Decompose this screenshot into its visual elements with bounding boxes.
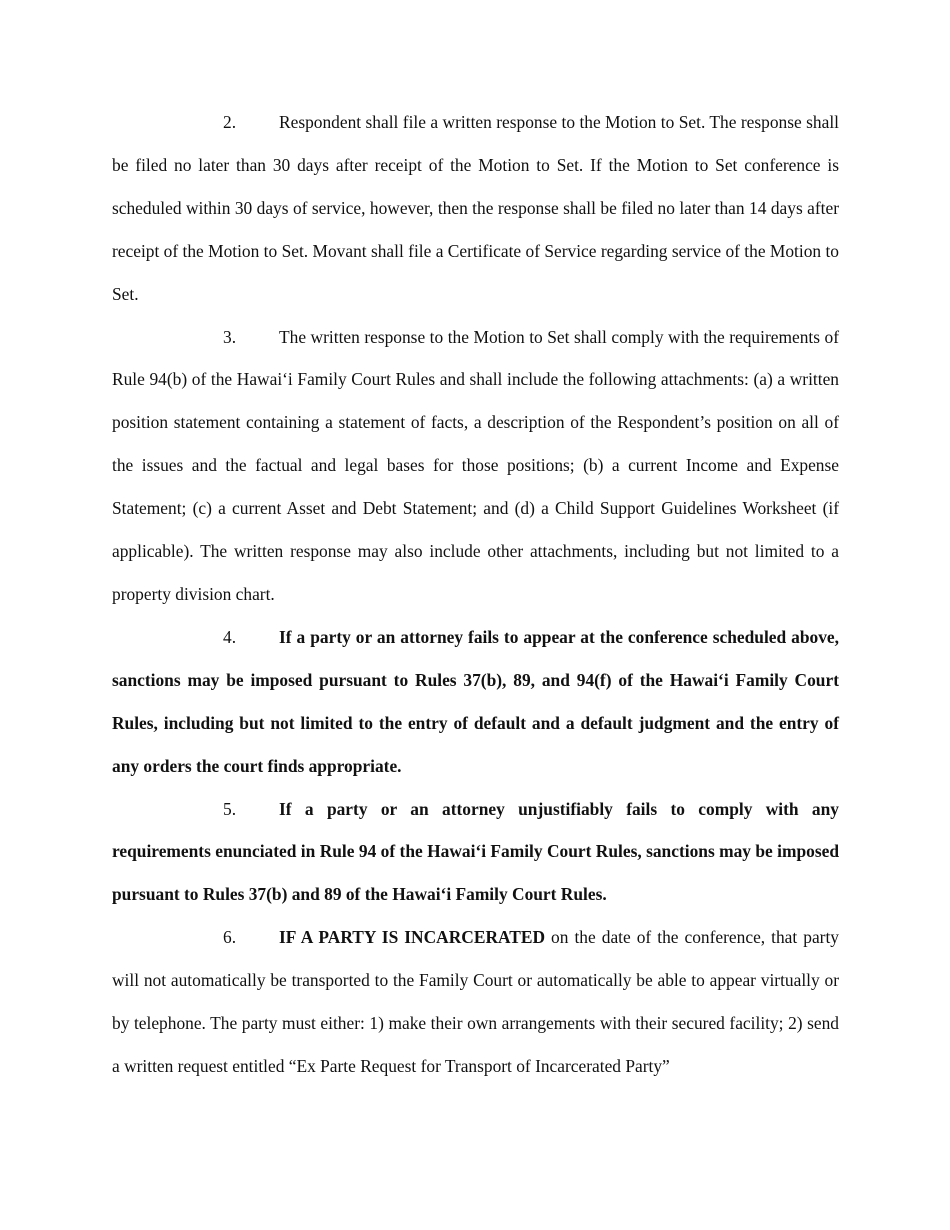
paragraph-2 xyxy=(112,101,839,316)
paragraph-text: Respondent shall file a written response to the Motion to Set. The response shall be filed no later than 30 days after receipt of the Motion to Set. If the Motion to Set conference is scheduled within 30 days of service, however, then the response shall be filed no later than 14 days after receipt of the Motion to Set. Movant shall file a Certificate of Service regarding service of the Motion to Set. xyxy=(112,112,839,304)
paragraph-bold-lead: IF A PARTY IS INCARCERATED xyxy=(279,927,546,948)
paragraph-6-incarcerated-party xyxy=(112,916,839,1088)
paragraph-4-sanctions-failure-to-appear xyxy=(112,616,839,788)
paragraph-5-sanctions-noncompliance xyxy=(112,788,839,917)
paragraph-number: 3. xyxy=(223,326,237,347)
paragraph-text: If a party or an attorney unjustifiably fails to comply with any requirements enunciated in Rule 94 of the Hawai‘i Family Court Rules, sanctions may be imposed pursuant to Rules 37(b) and 89 of the Hawai‘i Family Court Rules. xyxy=(112,798,839,905)
paragraph-text: If a party or an attorney fails to appear at the conference scheduled above, sanctions may be imposed pursuant to Rules 37(b), 89, and 94(f) of the Hawai‘i Family Court Rules, including but not limited to the entry of default and a default judgment and the entry of any orders the court finds appropriate. xyxy=(112,626,839,776)
paragraph-text: on the date of the conference, that party will not automatically be transported to the Family Court or automatically be able to appear virtually or by telephone. The party must either: 1) make their own arrangements with their secured facility; 2) send a written request entitled “Ex Parte Request for Transport of Incarcerated Party” xyxy=(112,927,839,1076)
paragraph-number: 5. xyxy=(223,798,237,819)
paragraph-number: 6. xyxy=(223,927,237,948)
paragraph-number: 4. xyxy=(223,626,237,647)
paragraph-number: 2. xyxy=(223,112,237,132)
paragraph-text: The written response to the Motion to Set shall comply with the requirements of Rule 94(b) of the Hawai‘i Family Court Rules and shall include the following attachments: (a) a written position statement containing a statement of facts, a description of the Respondent’s position on all of the issues and the factual and legal bases for those positions; (b) a current Income and Expense Statement; (c) a current Asset and Debt Statement; and (d) a Child Support Guidelines Worksheet (if applicable). The written response may also include other attachments, including but not limited to a property division chart. xyxy=(112,326,839,604)
paragraph-3 xyxy=(112,316,839,616)
document-page xyxy=(112,101,839,1088)
